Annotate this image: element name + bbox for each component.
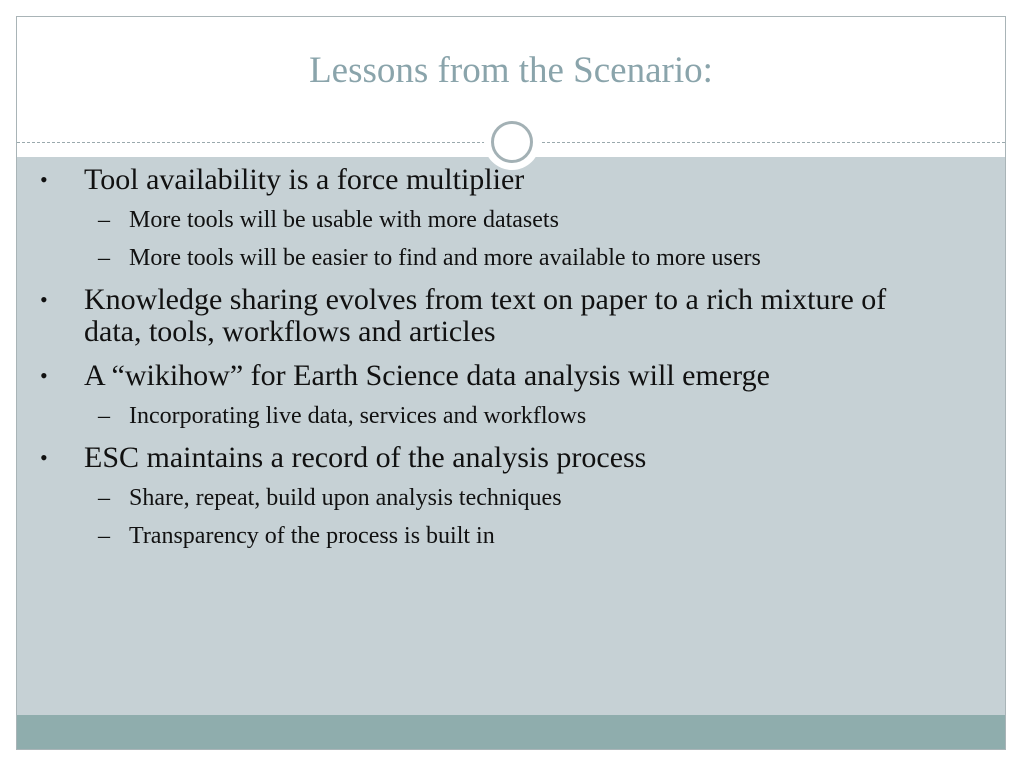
bullet-text: Knowledge sharing evolves from text on paper to a rich mixture of data, tools, workflows and articles [84,283,887,348]
sub-bullet-text: More tools will be easier to find and more available to more users [129,245,761,271]
sub-bullet-item [40,402,940,430]
sub-bullet-text: Incorporating live data, services and workflows [129,403,587,429]
sub-bullet-marker: – [98,485,110,511]
sub-bullet-text: Transparency of the process is built in [129,523,495,549]
bullet-item [40,360,940,392]
bullet-marker: • [40,445,48,470]
sub-bullet-marker: – [98,403,110,429]
bullet-marker: • [40,167,48,192]
bullet-text: Tool availability is a force multiplier [84,163,525,196]
bullet-marker: • [40,287,48,312]
sub-bullet-item [40,244,940,272]
circle-ornament-icon [484,114,540,170]
bullet-marker: • [40,363,48,388]
bullet-item [40,164,940,196]
sub-bullet-item [40,522,940,550]
sub-bullet-marker: – [98,207,110,233]
bullet-item [40,442,940,474]
bullet-item [40,284,940,348]
sub-bullet-item [40,206,940,234]
sub-bullet-marker: – [98,245,110,271]
bullet-text: ESC maintains a record of the analysis process [84,441,647,474]
sub-bullet-item [40,484,940,512]
circle-ring [491,121,533,163]
bullet-text: A “wikihow” for Earth Science data analysis will emerge [84,359,770,392]
bullet-list [40,164,940,550]
slide-title: Lessons from the Scenario: [309,50,713,91]
sub-bullet-marker: – [98,523,110,549]
sub-bullet-text: More tools will be usable with more datasets [129,207,559,233]
sub-bullet-text: Share, repeat, build upon analysis techniques [129,485,562,511]
footer-bar [17,715,1005,750]
